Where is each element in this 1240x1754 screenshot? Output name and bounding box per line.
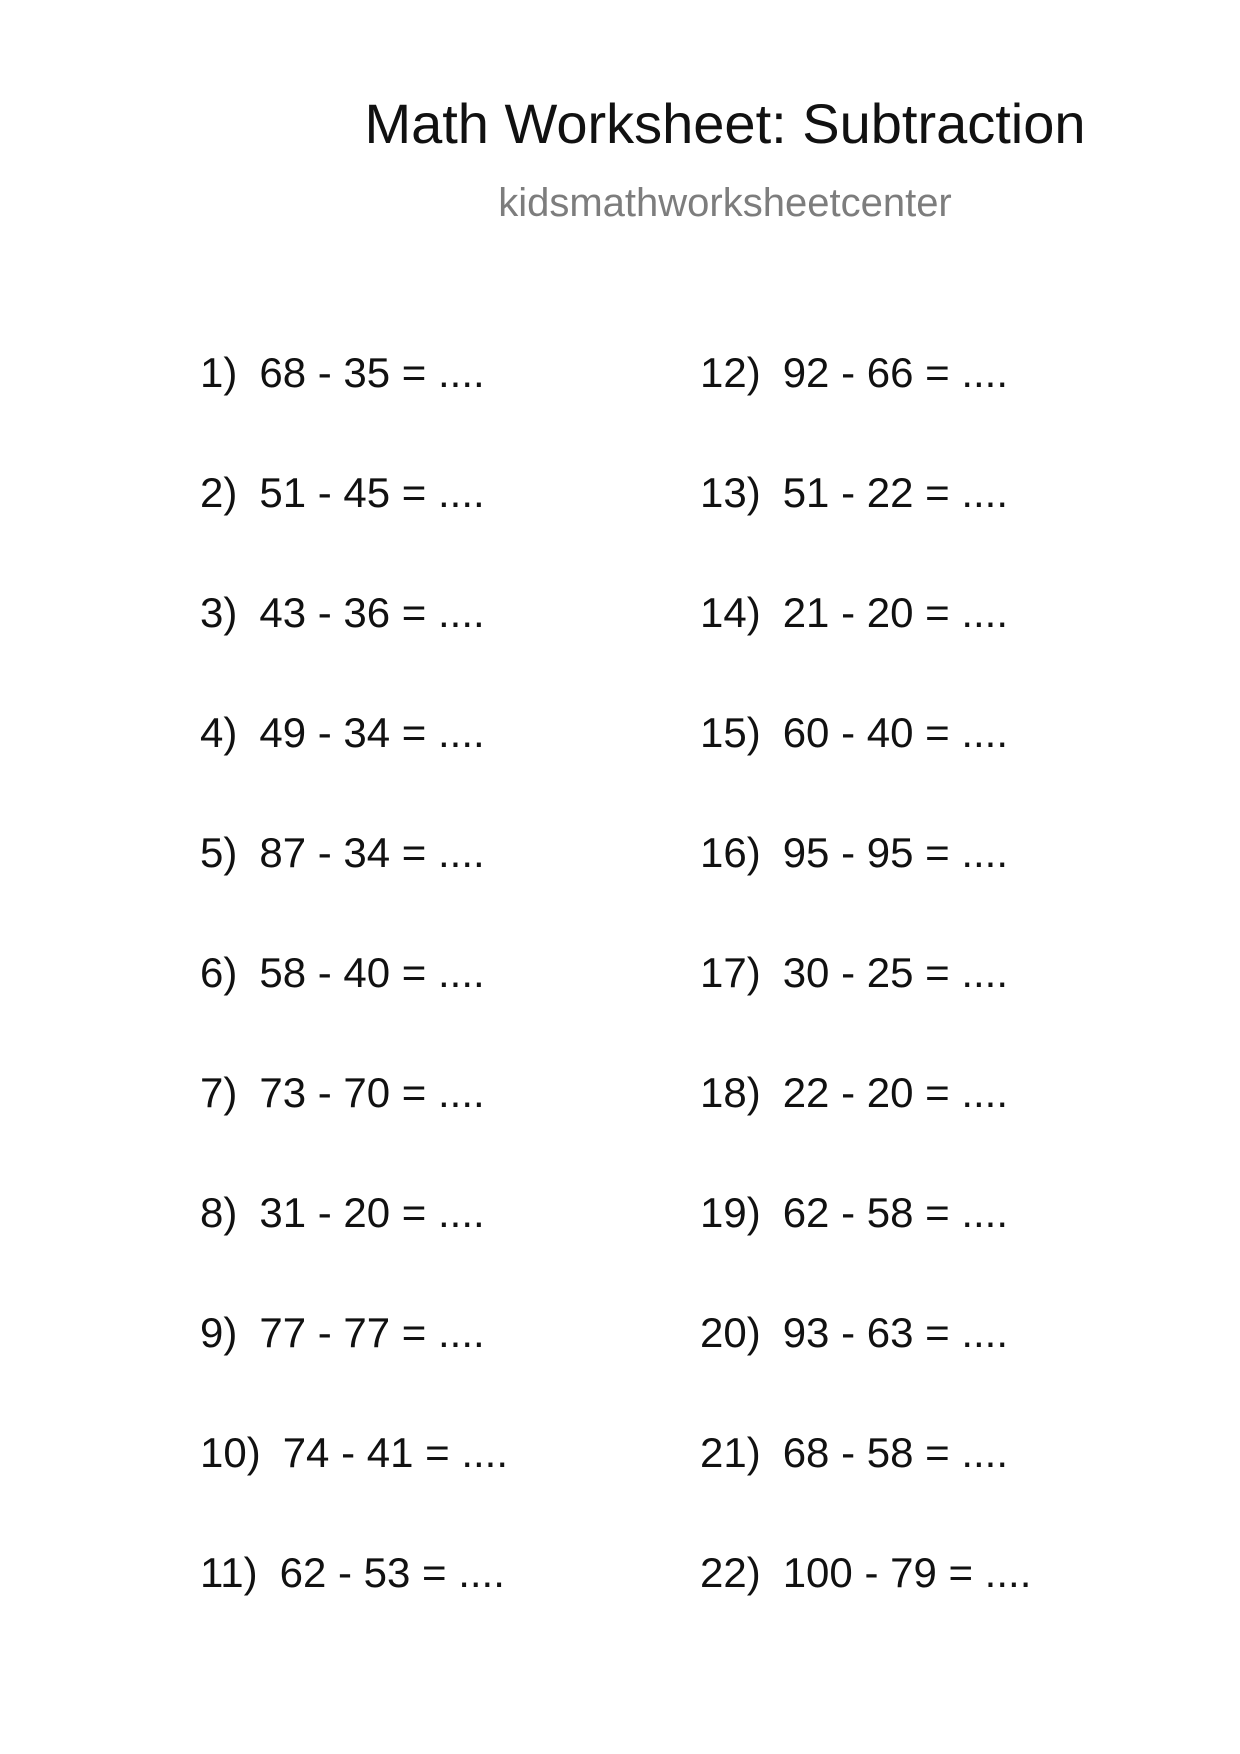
problem-column-left — [200, 349, 509, 1672]
problem-item — [200, 1069, 508, 1192]
problem-item — [700, 829, 1031, 952]
problem-number: 10) — [200, 1429, 261, 1476]
problem-expression: 100 - 79 = .... — [782, 1549, 1032, 1596]
problem-item — [200, 589, 508, 712]
problem-number: 14) — [700, 589, 761, 636]
problem-item — [200, 349, 508, 472]
problem-expression: 30 - 25 = .... — [782, 949, 1009, 996]
problem-expression: 43 - 36 = .... — [259, 589, 485, 636]
problem-number: 13) — [700, 469, 761, 516]
problem-item — [700, 469, 1031, 592]
problem-number: 19) — [700, 1189, 761, 1236]
problem-item — [700, 589, 1031, 712]
problem-expression: 51 - 45 = .... — [259, 469, 485, 516]
problem-item — [700, 949, 1031, 1072]
problem-expression: 58 - 40 = .... — [259, 949, 485, 996]
problem-number: 21) — [700, 1429, 761, 1476]
problem-item — [700, 1429, 1031, 1552]
problem-item — [200, 709, 508, 832]
problem-item — [200, 829, 508, 952]
problem-item — [700, 1309, 1031, 1432]
problem-expression: 60 - 40 = .... — [782, 709, 1009, 756]
problem-expression: 68 - 58 = .... — [782, 1429, 1009, 1476]
problem-item — [700, 709, 1031, 832]
problem-item — [700, 1549, 1032, 1672]
problem-number: 17) — [700, 949, 761, 996]
problem-number: 2) — [200, 469, 238, 516]
problem-item — [200, 1549, 508, 1672]
problem-item — [200, 949, 508, 1072]
problem-column-right — [700, 349, 1032, 1672]
problem-number: 20) — [700, 1309, 761, 1356]
problem-number: 4) — [200, 709, 238, 756]
problem-expression: 31 - 20 = .... — [259, 1189, 485, 1236]
problem-expression: 62 - 53 = .... — [279, 1549, 505, 1596]
problem-number: 22) — [700, 1549, 761, 1596]
problem-expression: 62 - 58 = .... — [782, 1189, 1009, 1236]
problem-expression: 49 - 34 = .... — [259, 709, 485, 756]
problem-expression: 22 - 20 = .... — [782, 1069, 1009, 1116]
problem-number: 6) — [200, 949, 238, 996]
problem-expression: 68 - 35 = .... — [259, 349, 485, 396]
problem-expression: 92 - 66 = .... — [782, 349, 1009, 396]
problem-expression: 21 - 20 = .... — [782, 589, 1009, 636]
problem-item — [700, 1069, 1031, 1192]
problem-number: 12) — [700, 349, 761, 396]
problem-number: 11) — [200, 1549, 258, 1596]
problem-number: 16) — [700, 829, 761, 876]
problem-number: 15) — [700, 709, 761, 756]
problem-expression: 93 - 63 = .... — [782, 1309, 1009, 1356]
problem-number: 9) — [200, 1309, 238, 1356]
problem-expression: 73 - 70 = .... — [259, 1069, 485, 1116]
problem-expression: 95 - 95 = .... — [782, 829, 1009, 876]
problem-number: 7) — [200, 1069, 238, 1116]
problem-number: 18) — [700, 1069, 761, 1116]
problem-number: 1) — [200, 349, 238, 396]
problem-expression: 74 - 41 = .... — [282, 1429, 509, 1476]
problem-expression: 87 - 34 = .... — [259, 829, 485, 876]
problem-expression: 77 - 77 = .... — [259, 1309, 485, 1356]
problem-expression: 51 - 22 = .... — [782, 469, 1009, 516]
problem-item — [700, 349, 1031, 472]
problem-number: 3) — [200, 589, 238, 636]
problem-item — [200, 1309, 508, 1432]
worksheet-title: Math Worksheet: Subtraction — [364, 92, 1086, 155]
worksheet-subtitle: kidsmathworksheetcenter — [498, 181, 952, 225]
problem-item — [700, 1189, 1031, 1312]
problem-item — [200, 1189, 508, 1312]
problem-item — [200, 1429, 509, 1552]
problem-number: 5) — [200, 829, 238, 876]
problem-item — [200, 469, 508, 592]
problem-number: 8) — [200, 1189, 238, 1236]
